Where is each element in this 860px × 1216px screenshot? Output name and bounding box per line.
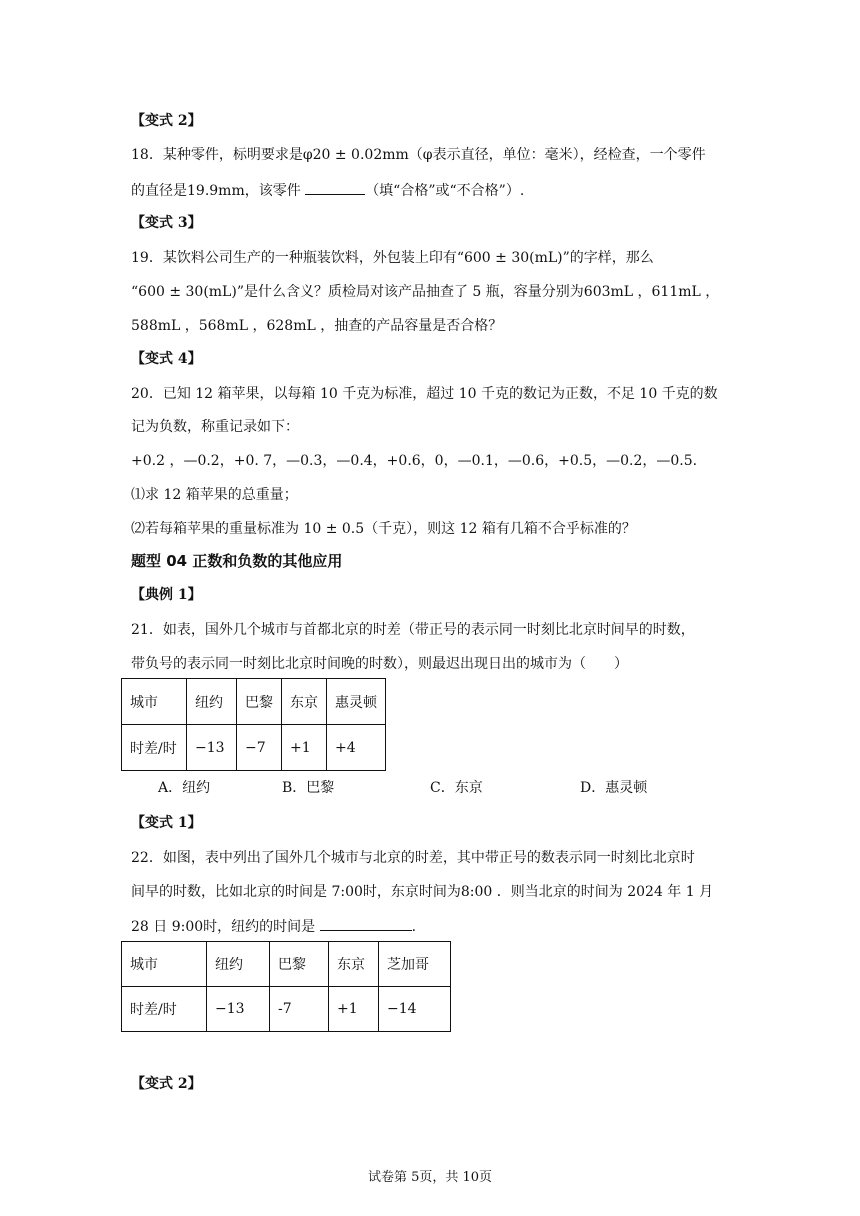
- question-19-line-1: 19．某饮料公司生产的一种瓶装饮料，外包装上印有“600 ± 30(mL)”的字样，那么: [131, 250, 654, 266]
- table-cell: -7: [270, 987, 329, 1032]
- choice-a[interactable]: A．纽约: [158, 780, 211, 796]
- table-cell: 芝加哥: [379, 942, 451, 987]
- table-cell: +1: [282, 725, 327, 771]
- answer-blank-22[interactable]: [320, 916, 412, 931]
- time-difference-table-22: [121, 941, 451, 1032]
- question-18-line-2-start: 的直径是19.9mm，该零件: [131, 183, 306, 199]
- table-cell: −7: [237, 725, 282, 771]
- table-cell: 时差/时: [122, 725, 187, 771]
- question-20-line-2: 记为负数，称重记录如下：: [131, 419, 299, 435]
- section-heading-type-04: 题型 04 正数和负数的其他应用: [131, 552, 343, 570]
- question-20-data-line: +0.2 ，—0.2，+0. 7，—0.3，—0.4，+0.6，0，—0.1，—0.6，+0.5，—0.2，—0.5.: [131, 453, 698, 469]
- table-cell: −14: [379, 987, 451, 1032]
- question-18-line-2-end: （填“合格”或“不合格”）.: [365, 183, 525, 199]
- table-cell: 纽约: [207, 942, 270, 987]
- question-20-line-1: 20．已知 12 箱苹果，以每箱 10 千克为标准，超过 10 千克的数记为正数，不足 10 千克的数: [131, 386, 718, 402]
- table-cell: 东京: [282, 679, 327, 725]
- section-label-example-1: 【典例 1】: [131, 587, 202, 603]
- section-label-variant-2-second: 【变式 2】: [131, 1076, 202, 1092]
- table-cell: +1: [329, 987, 379, 1032]
- question-22-line-2: 间早的时数，比如北京的时间是 7:00时，东京时间为8:00 ．则当北京的时间为 2024 年 1 月: [131, 884, 714, 900]
- table-cell: 巴黎: [270, 942, 329, 987]
- answer-blank-18[interactable]: [305, 180, 365, 195]
- table-cell: −13: [207, 987, 270, 1032]
- table-row: [122, 679, 386, 725]
- table-cell: 东京: [329, 942, 379, 987]
- question-18-line-2: [131, 180, 524, 201]
- table-cell: 巴黎: [237, 679, 282, 725]
- table-cell: +4: [327, 725, 386, 771]
- choice-b[interactable]: B．巴黎: [282, 780, 335, 796]
- page-footer: 试卷第 5页，共 10页: [367, 1170, 493, 1185]
- table-cell: 纽约: [187, 679, 237, 725]
- question-20-part-2: ⑵若每箱苹果的重量标准为 10 ± 0.5（千克），则这 12 箱有几箱不合乎标准的？: [131, 521, 636, 537]
- question-19-line-3: 588mL ，568mL ，628mL ，抽查的产品容量是否合格？: [131, 318, 503, 334]
- section-label-variant-1: 【变式 1】: [131, 815, 202, 831]
- table-cell: 惠灵顿: [327, 679, 386, 725]
- table-row: [122, 725, 386, 771]
- section-label-variant-2: 【变式 2】: [131, 113, 202, 129]
- question-22-line-3: [131, 916, 416, 937]
- table-cell: 城市: [122, 942, 207, 987]
- question-21-line-2: 带负号的表示同一时刻比北京时间晚的时数），则最迟出现日出的城市为（ ）: [131, 656, 628, 672]
- question-22-line-3-end: .: [411, 919, 417, 935]
- question-22-line-1: 22．如图，表中列出了国外几个城市与北京的时差，其中带正号的数表示同一时刻比北京时: [131, 850, 695, 866]
- choice-c[interactable]: C．东京: [430, 780, 483, 796]
- section-label-variant-4: 【变式 4】: [131, 351, 202, 367]
- question-22-line-3-start: 28 日 9:00时，纽约的时间是: [131, 919, 320, 935]
- question-21-line-1: 21．如表，国外几个城市与首都北京的时差（带正号的表示同一时刻比北京时间早的时数，: [131, 622, 695, 638]
- table-row: [122, 987, 451, 1032]
- question-20-part-1: ⑴求 12 箱苹果的总重量；: [131, 487, 298, 503]
- table-cell: −13: [187, 725, 237, 771]
- time-difference-table-21: [121, 678, 386, 771]
- choice-d[interactable]: D．惠灵顿: [580, 780, 648, 796]
- table-cell: 时差/时: [122, 987, 207, 1032]
- section-label-variant-3: 【变式 3】: [131, 215, 202, 231]
- table-cell: 城市: [122, 679, 187, 725]
- table-row: [122, 942, 451, 987]
- question-18-line-1: 18．某种零件，标明要求是φ20 ± 0.02mm（φ表示直径，单位：毫米），经检查，一个零件: [131, 147, 706, 163]
- question-19-line-2: “600 ± 30(mL)”是什么含义？质检局对该产品抽查了 5 瓶，容量分别为603mL ，611mL ，: [131, 284, 720, 300]
